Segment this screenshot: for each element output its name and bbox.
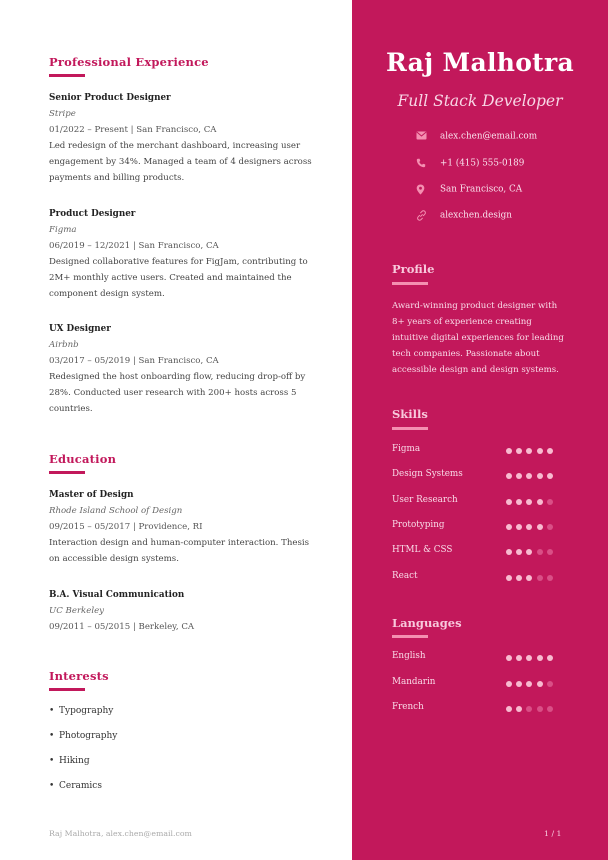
degree: B.A. Visual Communication — [49, 590, 185, 600]
languages-rule — [392, 635, 428, 638]
language-row — [392, 677, 562, 691]
page-footer: Raj Malhotra, alex.chen@email.com — [49, 829, 192, 838]
rating-dot-filled — [516, 575, 522, 581]
rating-dot-filled — [506, 524, 512, 530]
job-entry — [49, 206, 319, 302]
candidate-role: Full Stack Developer — [397, 92, 563, 110]
interest-item: • Ceramics — [49, 781, 102, 791]
rating-dot-filled — [537, 499, 543, 505]
experience-heading: Professional Experience — [49, 55, 209, 69]
rating-dot-filled — [506, 575, 512, 581]
skill-row — [392, 545, 562, 559]
education-dates: 09/2015 – 05/2017 | Providence, RI — [49, 522, 203, 532]
rating-dot-filled — [506, 655, 512, 661]
job-title: UX Designer — [49, 324, 111, 334]
interest-item: • Typography — [49, 706, 114, 716]
rating-dot-filled — [526, 524, 532, 530]
location-icon — [416, 184, 428, 194]
rating-dot-filled — [547, 655, 553, 661]
experience-rule — [49, 74, 85, 77]
language-name: Mandarin — [392, 676, 436, 687]
job-dates: 03/2017 – 05/2019 | San Francisco, CA — [49, 356, 219, 366]
rating-dot-filled — [526, 473, 532, 479]
rating-dot-filled — [526, 448, 532, 454]
rating-dot-filled — [516, 706, 522, 712]
contact-email[interactable]: alex.chen@email.com — [416, 131, 537, 142]
rating-dot-empty — [526, 706, 532, 712]
job-description: Led redesign of the merchant dashboard, increasing user engagement by 34%. Managed a team of 4 designers across payments and billing products. — [49, 141, 312, 183]
languages-heading: Languages — [392, 616, 462, 630]
contact-website[interactable]: alexchen.design — [416, 210, 512, 221]
language-rating — [506, 705, 566, 713]
rating-dot-filled — [526, 549, 532, 555]
job-entry — [49, 90, 319, 186]
job-title: Product Designer — [49, 209, 136, 219]
language-rating — [506, 680, 566, 688]
school: Rhode Island School of Design — [49, 506, 183, 516]
interest-item: • Hiking — [49, 756, 90, 766]
education-entry — [49, 587, 319, 635]
skills-rule — [392, 427, 428, 430]
job-company: Figma — [49, 225, 77, 235]
skill-row — [392, 571, 562, 585]
rating-dot-empty — [537, 706, 543, 712]
skill-name: User Research — [392, 494, 458, 505]
job-dates: 01/2022 – Present | San Francisco, CA — [49, 125, 217, 135]
skill-name: Prototyping — [392, 519, 445, 530]
rating-dot-filled — [526, 655, 532, 661]
rating-dot-filled — [526, 681, 532, 687]
skill-name: HTML & CSS — [392, 545, 453, 556]
rating-dot-filled — [506, 706, 512, 712]
rating-dot-filled — [516, 549, 522, 555]
rating-dot-filled — [537, 655, 543, 661]
rating-dot-filled — [547, 473, 553, 479]
rating-dot-filled — [516, 448, 522, 454]
skill-rating — [506, 498, 566, 506]
school: UC Berkeley — [49, 606, 105, 616]
rating-dot-empty — [537, 575, 543, 581]
rating-dot-filled — [537, 681, 543, 687]
profile-heading: Profile — [392, 262, 435, 276]
language-row — [392, 651, 562, 665]
skill-name: Design Systems — [392, 469, 463, 480]
rating-dot-filled — [506, 473, 512, 479]
education-dates: 09/2011 – 05/2015 | Berkeley, CA — [49, 622, 195, 632]
rating-dot-empty — [537, 549, 543, 555]
profile-summary: Award-winning product designer with 8+ years of experience creating intuitive digital experiences for leading tech companies. Passionate about accessible design and design systems. — [392, 301, 564, 375]
candidate-name: Raj Malhotra — [385, 48, 575, 77]
skill-row — [392, 469, 562, 483]
skill-rating — [506, 548, 566, 556]
rating-dot-filled — [547, 448, 553, 454]
rating-dot-filled — [516, 524, 522, 530]
rating-dot-filled — [506, 499, 512, 505]
language-name: English — [392, 651, 426, 661]
page-number: 1 / 1 — [544, 829, 562, 838]
skill-row — [392, 520, 562, 534]
skill-row — [392, 444, 562, 458]
interests-rule — [49, 688, 85, 691]
job-company: Stripe — [49, 109, 76, 119]
language-rating — [506, 654, 566, 662]
rating-dot-filled — [537, 448, 543, 454]
rating-dot-filled — [516, 473, 522, 479]
contact-location: San Francisco, CA — [416, 184, 522, 195]
email-icon — [416, 131, 428, 141]
rating-dot-filled — [537, 473, 543, 479]
rating-dot-empty — [547, 706, 553, 712]
skill-name: Figma — [392, 444, 421, 454]
education-heading: Education — [49, 452, 117, 466]
skill-rating — [506, 447, 566, 455]
sidebar — [352, 0, 608, 860]
rating-dot-filled — [516, 499, 522, 505]
skills-heading: Skills — [392, 407, 428, 421]
education-entry — [49, 487, 319, 567]
link-icon — [416, 210, 428, 220]
job-entry — [49, 321, 319, 417]
interests-heading: Interests — [49, 669, 109, 683]
job-company: Airbnb — [49, 340, 79, 350]
rating-dot-empty — [547, 524, 553, 530]
rating-dot-empty — [547, 575, 553, 581]
skill-row — [392, 495, 562, 509]
education-description: Interaction design and human-computer interaction. Thesis on accessible design systems. — [49, 538, 310, 564]
contact-phone[interactable]: +1 (415) 555-0189 — [416, 158, 524, 169]
rating-dot-filled — [516, 655, 522, 661]
language-row — [392, 702, 562, 716]
skill-rating — [506, 523, 566, 531]
interest-item: • Photography — [49, 731, 118, 741]
profile-rule — [392, 282, 428, 285]
rating-dot-filled — [506, 448, 512, 454]
skill-rating — [506, 574, 566, 582]
rating-dot-filled — [516, 681, 522, 687]
rating-dot-empty — [547, 499, 553, 505]
job-description: Redesigned the host onboarding flow, reducing drop-off by 28%. Conducted user research with 200+ hosts across 5 countries. — [49, 372, 306, 414]
degree: Master of Design — [49, 490, 134, 500]
skill-rating — [506, 472, 566, 480]
education-rule — [49, 471, 85, 474]
rating-dot-empty — [547, 681, 553, 687]
rating-dot-filled — [506, 549, 512, 555]
rating-dot-filled — [526, 499, 532, 505]
phone-icon — [416, 158, 428, 168]
rating-dot-filled — [506, 681, 512, 687]
rating-dot-filled — [537, 524, 543, 530]
rating-dot-filled — [526, 575, 532, 581]
rating-dot-empty — [547, 549, 553, 555]
skill-name: React — [392, 570, 418, 581]
job-title: Senior Product Designer — [49, 93, 171, 103]
job-dates: 06/2019 – 12/2021 | San Francisco, CA — [49, 241, 219, 251]
language-name: French — [392, 702, 424, 712]
job-description: Designed collaborative features for FigJam, contributing to 2M+ monthly active users. Created and maintained the component design system. — [49, 257, 308, 299]
